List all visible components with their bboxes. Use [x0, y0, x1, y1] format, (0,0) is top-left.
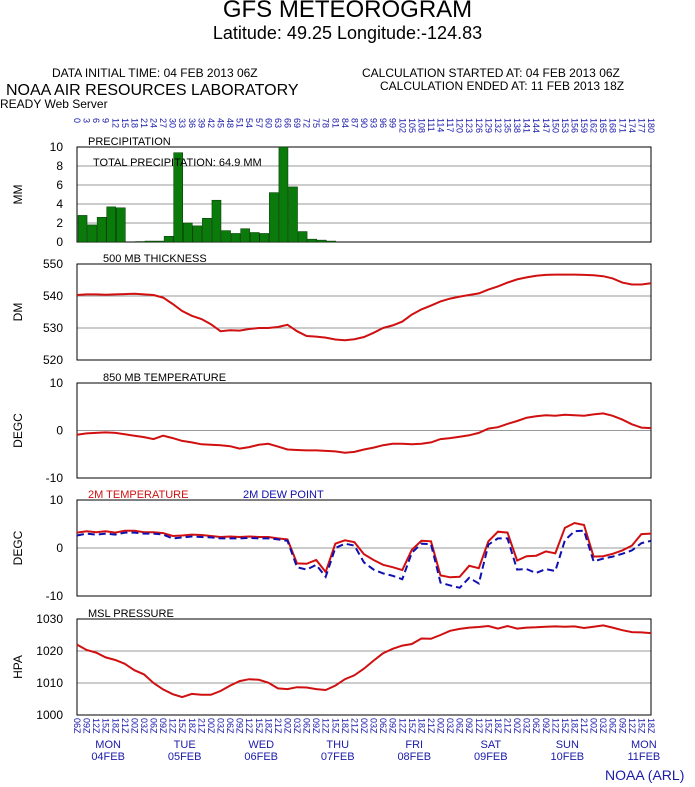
- precip-bar: [88, 225, 97, 242]
- zulu-tick-label: 09Z: [234, 718, 245, 734]
- zulu-tick-label: 15Z: [406, 718, 417, 734]
- precip-bar: [308, 239, 317, 242]
- hour-tick-label: 87: [349, 118, 360, 129]
- hour-tick-label: 81: [330, 118, 341, 129]
- precip-bar: [164, 236, 173, 242]
- hour-tick-label: 45: [215, 118, 226, 129]
- y-tick-label: 0: [56, 235, 63, 249]
- zulu-tick-label: 09Z: [387, 718, 398, 734]
- hour-tick-label: 171: [617, 118, 628, 134]
- y-tick-label: 1000: [36, 708, 63, 722]
- hour-tick-label: 138: [512, 118, 523, 134]
- panel-frame: [77, 264, 651, 360]
- y-tick-label: 10: [49, 376, 63, 390]
- precip-bar: [241, 229, 250, 242]
- zulu-tick-label: 00Z: [129, 718, 140, 734]
- zulu-tick-label: 03Z: [445, 718, 456, 734]
- zulu-tick-label: 06Z: [454, 718, 465, 734]
- precip-bar: [298, 232, 307, 242]
- precip-bar: [279, 147, 288, 242]
- hour-tick-label: 93: [368, 118, 379, 129]
- zulu-tick-label: 15Z: [177, 718, 188, 734]
- y-tick-label: 10: [49, 140, 63, 154]
- zulu-tick-label: 06Z: [378, 718, 389, 734]
- zulu-tick-label: 18Z: [646, 718, 656, 734]
- zulu-tick-label: 21Z: [425, 718, 436, 734]
- zulu-tick-label: 06Z: [225, 718, 236, 734]
- panel-title: PRECIPITATION: [88, 136, 171, 148]
- hour-tick-label: 21: [138, 118, 149, 129]
- hour-tick-label: 177: [636, 118, 647, 134]
- y-tick-label: 2: [56, 216, 63, 230]
- panel-frame: [77, 619, 651, 715]
- hour-tick-label: 57: [253, 118, 264, 129]
- hour-tick-label: 63: [272, 118, 283, 129]
- zulu-tick-label: 15Z: [253, 718, 264, 734]
- precip-bar: [260, 233, 269, 242]
- precip-bar: [250, 233, 259, 243]
- zulu-tick-label: 03Z: [598, 718, 609, 734]
- y-tick-label: -10: [45, 589, 63, 603]
- hour-tick-label: 36: [186, 118, 197, 129]
- panel-title: 850 MB TEMPERATURE: [103, 372, 227, 384]
- server-name: READY Web Server: [0, 97, 108, 111]
- precip-bar: [145, 241, 154, 242]
- precip-total-label: TOTAL PRECIPITATION: 64.9 MM: [93, 157, 262, 169]
- day-label: THU: [326, 739, 350, 751]
- zulu-tick-label: 12Z: [91, 718, 102, 734]
- y-tick-label: 4: [56, 197, 63, 211]
- t2m-line: [77, 523, 651, 577]
- precip-bar: [78, 215, 87, 242]
- date-label: 08FEB: [397, 751, 432, 763]
- date-label: 07FEB: [320, 751, 355, 763]
- precip-bar: [212, 200, 221, 242]
- zulu-tick-label: 03Z: [521, 718, 532, 734]
- zulu-tick-label: 09Z: [158, 718, 169, 734]
- y-tick-label: 520: [42, 353, 63, 367]
- zulu-tick-label: 15Z: [330, 718, 341, 734]
- zulu-tick-label: 00Z: [512, 718, 523, 734]
- zulu-tick-label: 03Z: [368, 718, 379, 734]
- zulu-tick-label: 00Z: [359, 718, 369, 734]
- zulu-tick-label: 00Z: [435, 718, 446, 734]
- zulu-tick-label: 09Z: [617, 718, 628, 734]
- y-axis-label: DM: [11, 302, 25, 322]
- hour-tick-label: 144: [531, 118, 542, 134]
- y-tick-label: 6: [56, 178, 63, 192]
- y-axis-label: MM: [11, 184, 25, 205]
- zulu-tick-label: 09Z: [311, 718, 322, 734]
- mslp-line: [77, 625, 651, 697]
- zulu-tick-label: 15Z: [636, 718, 647, 734]
- hour-tick-label: 30: [167, 118, 178, 129]
- hour-tick-label: 90: [359, 118, 369, 129]
- zulu-tick-label: 03Z: [292, 718, 303, 734]
- dewpoint-line: [77, 531, 651, 588]
- day-label: SAT: [480, 739, 502, 751]
- hour-tick-label: 48: [225, 118, 236, 129]
- t850-line: [77, 413, 651, 452]
- day-label: FRI: [405, 739, 424, 751]
- day-label: MON: [631, 739, 657, 751]
- y-tick-label: 1030: [36, 612, 63, 626]
- zulu-tick-label: 18Z: [492, 718, 503, 734]
- hour-tick-label: 9: [100, 118, 111, 124]
- precip-bar: [222, 231, 231, 242]
- hour-tick-label: 78: [320, 118, 331, 129]
- hour-tick-label: 108: [416, 118, 427, 134]
- precip-bar: [183, 223, 192, 242]
- y-tick-label: 550: [42, 257, 63, 271]
- chart-subtitle: Latitude: 49.25 Longitude:-124.83: [212, 23, 483, 43]
- precip-bar: [107, 207, 116, 242]
- day-label: WED: [248, 739, 275, 751]
- hour-tick-label: 27: [158, 118, 169, 129]
- zulu-tick-label: 09Z: [464, 718, 475, 734]
- y-tick-label: -10: [45, 471, 63, 485]
- hour-tick-label: 6: [91, 118, 102, 124]
- y-tick-label: 530: [42, 321, 63, 335]
- precip-bar: [193, 226, 202, 242]
- zulu-tick-label: 06Z: [72, 718, 82, 734]
- zulu-tick-label: 06Z: [607, 718, 618, 734]
- hour-tick-label: 129: [483, 118, 494, 134]
- zulu-tick-label: 21Z: [196, 718, 207, 734]
- hour-tick-label: 75: [311, 118, 322, 129]
- hour-tick-label: 3: [81, 118, 92, 124]
- zulu-tick-label: 18Z: [339, 718, 350, 734]
- hour-tick-label: 42: [205, 118, 216, 129]
- hour-tick-label: 60: [263, 118, 274, 129]
- hour-tick-label: 135: [502, 118, 513, 134]
- zulu-tick-label: 12Z: [626, 718, 637, 734]
- hour-tick-label: 162: [588, 118, 599, 134]
- day-label: SUN: [555, 739, 579, 751]
- y-tick-label: 1020: [36, 644, 63, 658]
- hour-tick-label: 12: [110, 118, 121, 129]
- hour-tick-label: 24: [148, 118, 159, 129]
- zulu-tick-label: 12Z: [550, 718, 561, 734]
- zulu-tick-label: 00Z: [205, 718, 216, 734]
- y-tick-label: 0: [56, 423, 63, 438]
- hour-tick-label: 33: [177, 118, 188, 129]
- y-tick-label: 0: [56, 541, 63, 555]
- hour-tick-label: 156: [569, 118, 580, 134]
- hour-tick-label: 132: [492, 118, 503, 134]
- hour-tick-label: 69: [292, 118, 303, 129]
- precip-bar: [116, 208, 125, 242]
- hour-tick-label: 117: [445, 118, 456, 133]
- hour-tick-label: 174: [626, 118, 637, 134]
- day-label: TUE: [173, 739, 196, 751]
- zulu-tick-label: 00Z: [282, 718, 293, 734]
- zulu-tick-label: 21Z: [272, 718, 283, 734]
- zulu-tick-label: 21Z: [119, 718, 130, 734]
- precip-bar: [327, 241, 336, 242]
- hour-tick-label: 51: [234, 118, 245, 129]
- hour-tick-label: 0: [72, 118, 82, 124]
- precip-bar: [97, 217, 106, 242]
- zulu-tick-label: 18Z: [110, 718, 121, 734]
- legend-label: 2M TEMPERATURE: [88, 489, 189, 501]
- hour-tick-label: 126: [473, 118, 484, 134]
- date-label: 04FEB: [91, 751, 125, 763]
- precip-bar: [202, 218, 211, 242]
- hour-tick-label: 120: [454, 118, 465, 134]
- precip-bar: [155, 241, 164, 242]
- hour-tick-label: 114: [435, 118, 446, 133]
- precip-bar: [269, 193, 278, 242]
- calc-ended: CALCULATION ENDED AT: 11 FEB 2013 18Z: [380, 79, 625, 93]
- precip-bar: [288, 187, 297, 242]
- zulu-tick-label: 21Z: [579, 718, 590, 734]
- hour-tick-label: 153: [559, 118, 570, 134]
- hour-tick-label: 180: [646, 118, 656, 134]
- y-axis-label: DEGC: [11, 413, 25, 448]
- precip-bar: [317, 240, 326, 242]
- hour-tick-label: 150: [550, 118, 561, 134]
- hour-tick-label: 123: [464, 118, 475, 134]
- hour-tick-label: 159: [579, 118, 590, 134]
- hour-tick-label: 168: [607, 118, 618, 134]
- y-axis-label: HPA: [11, 655, 25, 679]
- zulu-tick-label: 18Z: [416, 718, 427, 734]
- data-initial-time: DATA INITIAL TIME: 04 FEB 2013 06Z: [52, 66, 258, 80]
- calc-started: CALCULATION STARTED AT: 04 FEB 2013 06Z: [362, 66, 620, 80]
- date-label: 06FEB: [244, 751, 279, 763]
- date-label: 09FEB: [473, 751, 508, 763]
- y-axis-label: DEGC: [11, 530, 25, 566]
- hour-tick-label: 165: [598, 118, 609, 134]
- lab-name: NOAA AIR RESOURCES LABORATORY: [6, 82, 299, 99]
- zulu-tick-label: 12Z: [473, 718, 484, 734]
- chart-title: GFS METEOROGRAM: [222, 0, 473, 23]
- y-tick-label: 10: [49, 493, 63, 507]
- zulu-tick-label: 12Z: [167, 718, 178, 734]
- zulu-tick-label: 21Z: [349, 718, 360, 734]
- zulu-tick-label: 12Z: [320, 718, 331, 734]
- hour-tick-label: 102: [397, 118, 408, 134]
- zulu-tick-label: 12Z: [397, 718, 408, 734]
- hour-tick-label: 105: [406, 118, 417, 134]
- zulu-tick-label: 15Z: [559, 718, 570, 734]
- hour-tick-label: 39: [196, 118, 207, 129]
- credit-label: NOAA (ARL): [605, 767, 685, 783]
- thickness-line: [77, 275, 651, 341]
- y-tick-label: 1010: [36, 676, 63, 690]
- zulu-tick-label: 03Z: [138, 718, 149, 734]
- zulu-tick-label: 21Z: [502, 718, 513, 734]
- hour-tick-label: 99: [387, 118, 398, 129]
- panel-title: 500 MB THICKNESS: [103, 253, 207, 265]
- zulu-tick-label: 18Z: [186, 718, 197, 734]
- zulu-tick-label: 06Z: [301, 718, 312, 734]
- date-label: 11FEB: [627, 751, 661, 763]
- date-label: 05FEB: [167, 751, 202, 763]
- zulu-tick-label: 09Z: [81, 718, 92, 734]
- hour-tick-label: 96: [378, 118, 389, 129]
- hour-tick-label: 18: [129, 118, 140, 129]
- zulu-tick-label: 18Z: [263, 718, 274, 734]
- hour-tick-label: 72: [301, 118, 312, 129]
- date-label: 10FEB: [550, 751, 585, 763]
- zulu-tick-label: 00Z: [588, 718, 599, 734]
- hour-tick-label: 141: [521, 118, 532, 134]
- zulu-tick-label: 06Z: [148, 718, 159, 734]
- precip-bar: [231, 233, 240, 242]
- hour-tick-label: 111: [425, 118, 436, 132]
- zulu-tick-label: 09Z: [540, 718, 551, 734]
- hour-tick-label: 66: [282, 118, 293, 129]
- y-tick-label: 8: [56, 159, 63, 173]
- zulu-tick-label: 15Z: [483, 718, 494, 734]
- day-label: MON: [95, 739, 121, 751]
- hour-tick-label: 54: [244, 118, 255, 129]
- panel-title: MSL PRESSURE: [88, 608, 174, 620]
- zulu-tick-label: 12Z: [244, 718, 255, 734]
- y-tick-label: 540: [42, 289, 63, 303]
- zulu-tick-label: 06Z: [531, 718, 542, 734]
- hour-tick-label: 147: [540, 118, 551, 134]
- hour-tick-label: 84: [339, 118, 350, 129]
- legend-label: 2M DEW POINT: [243, 489, 324, 501]
- zulu-tick-label: 18Z: [569, 718, 580, 734]
- zulu-tick-label: 15Z: [100, 718, 111, 734]
- zulu-tick-label: 03Z: [215, 718, 226, 734]
- hour-tick-label: 15: [119, 118, 130, 129]
